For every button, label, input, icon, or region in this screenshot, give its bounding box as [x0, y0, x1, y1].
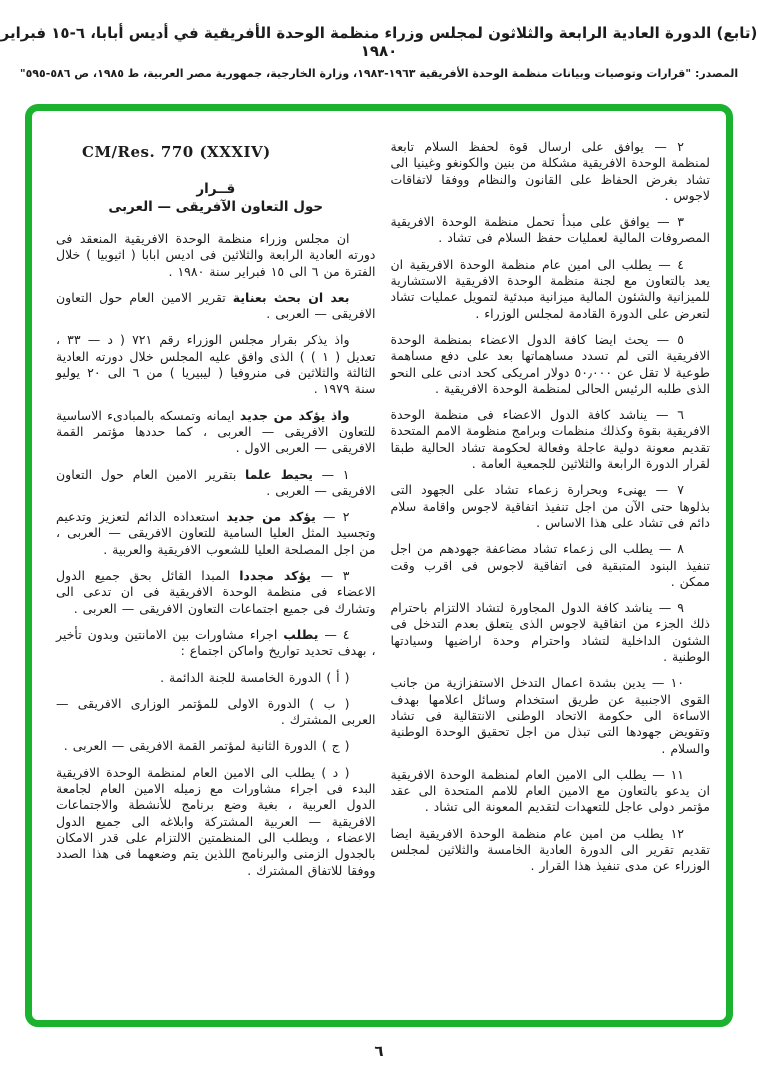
paragraph: ٤ — يطلب الى امين عام منظمة الوحدة الافريقية ان يعد بالتعاون مع لجنة منظمة الوحدة الافريقية الاستشارية للميزانية والشئون المالية ميزانية مبدئية لتمويل عمليات تشاد لتعرض على الدورة القادمة لمجلس الوزراء .: [390, 256, 710, 321]
paragraph: ٢ — يؤكد من جديد استعداده الدائم لتعزيز وتدعيم وتجسيد المثل العليا السامية للتعاون الافريقى — العربى ، من اجل المصلحة العليا للشعوب الافريقية والعربية .: [56, 509, 376, 557]
paragraph: ٥ — يحث ايضا كافة الدول الاعضاء بمنظمة الوحدة الافريقية التى لم تسدد مساهماتها بعد على دفع مساهمة طوعية لا تقل عن ٥٠٫٠٠٠ دولار امريكى كحد ادنى على النحو الذى طلبه الرئيس الحالى لمنظمة الوحدة الافريقية .: [390, 331, 710, 396]
clause-number: ٢ —: [654, 139, 685, 154]
clause-number: ٢ —: [323, 509, 350, 525]
clause-number: ١ —: [321, 466, 350, 482]
clause-number: ٤ —: [658, 256, 684, 272]
resolution-subtitle: حول التعاون الآفريقى — العربى: [108, 199, 324, 215]
two-column-body: [32, 111, 726, 1020]
paragraph: ٣ — يؤكد مجددا المبدا القائل بحق جميع الدول الاعضاء فى منظمة الوحدة الافريقية فى ان تدعى الى وتشارك فى جميع اجتماعات التعاون الافريقى — العربى .: [56, 568, 376, 616]
clause-number: ٥ —: [656, 331, 684, 347]
list-item: ( د ) يطلب الى الامين العام لمنظمة الوحدة الافريقية البدء فى اجراء مشاورات مع زميله الامين العام لجامعة الدول العربية ، بغية وضع برنامج للأنشطة والاجتماعات الافريقية — العربية المشتركة وابلاغه الى جميع الدول الاعضاء ، ويطلب الى المنظمتين الالتزام على قدر الامكان بالجدول الزمنى والبرنامج اللذين يتم وضعهما فى هذا الصدد ووفقا للاتفاق المشترك .: [56, 764, 376, 878]
clause-number: ٤ —: [324, 626, 350, 642]
paragraph: ٤ — يطلب اجراء مشاورات بين الامانتين وبدون تأخير ، بهدف تحديد تواريخ واماكن اجتماع :: [56, 626, 376, 659]
paragraph: واذ يؤكد من جديد ايمانه وتمسكه بالمبادىء الاساسية للتعاون الافريقى — العربى ، كما حددها مؤتمر القمة الافريقى — العربى الاول .: [56, 407, 376, 456]
paragraph: ١٠ — يدين بشدة اعمال التدخل الاستفزازية من جانب القوى الاجنبية عن طريق استخدام وسائل اعلامها بهدف الاساءة الى حكومة الاتحاد الوطنى الانتقالية فى تشاد وتقويض جهودها التى تبذل من اجل تحقيق الوحدة الوطنية والسلام .: [390, 675, 710, 756]
clause-number: ١١ —: [652, 766, 684, 782]
green-border-frame: [25, 104, 733, 1027]
list-item: ( ج ) الدورة الثانية لمؤتمر القمة الافريقى — العربى .: [63, 738, 350, 754]
resolution-reference: CM/Res. 770 (XXXIV): [82, 143, 271, 161]
page-header: [0, 24, 758, 80]
clause-number: ٣ —: [320, 568, 350, 584]
paragraph: ١ — يحيط علما بتقرير الامين العام حول التعاون الافريقى — العربى .: [56, 466, 376, 498]
paragraph: ٩ — يناشد كافة الدول المجاورة لتشاد الالتزام باحترام ذلك الجزء من اتفاقية لاجوس الذى يتعلق بعدم التدخل فى الشئون الداخلية لتشاد واحترام وحدة اراضيها وسيادتها الوطنية .: [390, 600, 710, 665]
list-item: ( ب ) الدورة الاولى للمؤتمر الوزارى الافريقى — العربى المشترك .: [56, 695, 376, 728]
paragraph: ٢ — يوافق على ارسال قوة لحفظ السلام تابعة لمنظمة الوحدة الافريقية مشكلة من بنين والكونغو وغينيا الى تشاد بغرض الحفاظ على القانون والنظام ووفقا لاتفاقات لاجوس .: [390, 139, 710, 203]
page-footer: [0, 1042, 758, 1060]
paragraph: ٦ — يناشد كافة الدول الاعضاء فى منظمة الوحدة الافريقية بقوة وكذلك منظمات وبرامج منظومة الامم المتحدة تقديم معونة دولية عاجلة وفعالة لحكومة تشاد الحالية طبقا لقرار الدورة الرابعة والثلاثين للجمعية العامة .: [390, 407, 710, 472]
paragraph: ٨ — يطلب الى زعماء تشاد مضاعفة جهودهم من اجل تنفيذ البنود المتبقية فى اتفاقية لاجوس فى اقرب وقت ممكن .: [390, 541, 710, 589]
clause-number: ٦ —: [655, 407, 684, 423]
paragraph: ٧ — يهنىء وبحرارة زعماء تشاد على الجهود التى بذلوها حتى الآن من اجل تنفيذ اتفاقية لاجوس واقامة سلام دائم فى تشاد على هذا الاساس .: [390, 482, 710, 530]
header-source-line: المصدر: "قرارات وتوصيات وبيانات منظمة الوحدة الأفريقية ١٩٦٣-١٩٨٣، وزارة الخارجية، جمهورية مصر العربية، ط ١٩٨٥، ص ٥٨٦-٥٩٥": [19, 67, 739, 80]
clause-number: ١٠ —: [651, 675, 684, 691]
clause-number: ١٢: [670, 825, 684, 841]
list-item: ( أ ) الدورة الخامسة للجنة الدائمة .: [160, 669, 350, 685]
clause-number: ٣ —: [657, 214, 684, 230]
clause-number: ٨ —: [658, 541, 684, 557]
paragraph: ٣ — يوافق على مبدأ تحمل منظمة الوحدة الافريقية المصروفات المالية لعمليات حفظ السلام فى تشاد .: [390, 214, 710, 246]
clause-number: ٧ —: [655, 482, 684, 498]
paragraph: واذ يذكر بقرار مجلس الوزراء رقم ٧٢١ ( د — ٣٣ ، تعديل ( ١ ) ) الذى وافق عليه المجلس خلال دورته العادية الثالثة والثلاثين فى منروفيا ( ليبيريا ) من ٦ الى ٢٠ يوليو سنة ١٩٧٩ .: [56, 332, 376, 397]
paragraph: ١٢ يطلب من امين عام منظمة الوحدة الافريقية ايضا تقديم تقرير الى الدورة العادية الخامسة والثلاثين لمجلس الوزراء عن مدى تنفيذ هذا القرار .: [390, 825, 710, 874]
left-column: [56, 139, 376, 1010]
paragraph: ان مجلس وزراء منظمة الوحدة الافريقية المنعقد فى دورته العادية الرابعة والثلاثين فى اديس ابابا ( اثيوبيا ) خلال الفترة من ٦ الى ١٥ فبراير سنة ١٩٨٠ .: [56, 231, 376, 279]
paragraph: بعد ان بحث بعناية تقرير الامين العام حول التعاون الافريقى — العربى .: [56, 289, 376, 322]
header-session-title: (تابع) الدورة العادية الرابعة والثلاثون لمجلس وزراء منظمة الوحدة الأفريقية في أديس أبابا، ٦-١٥ فبراير ١٩٨٠: [0, 24, 758, 60]
right-column: [391, 139, 711, 1010]
paragraph: ١١ — يطلب الى الامين العام لمنظمة الوحدة الافريقية ان يدعو بالتعاون مع الامين العام للامم المتحدة الى عقد مؤتمر دولى عاجل للتعهدات لتقديم المعونة الى تشاد .: [390, 766, 710, 815]
resolution-title: قــرار: [196, 181, 236, 197]
page-number: ٦: [374, 1042, 384, 1060]
clause-number: ٩ —: [658, 600, 684, 616]
